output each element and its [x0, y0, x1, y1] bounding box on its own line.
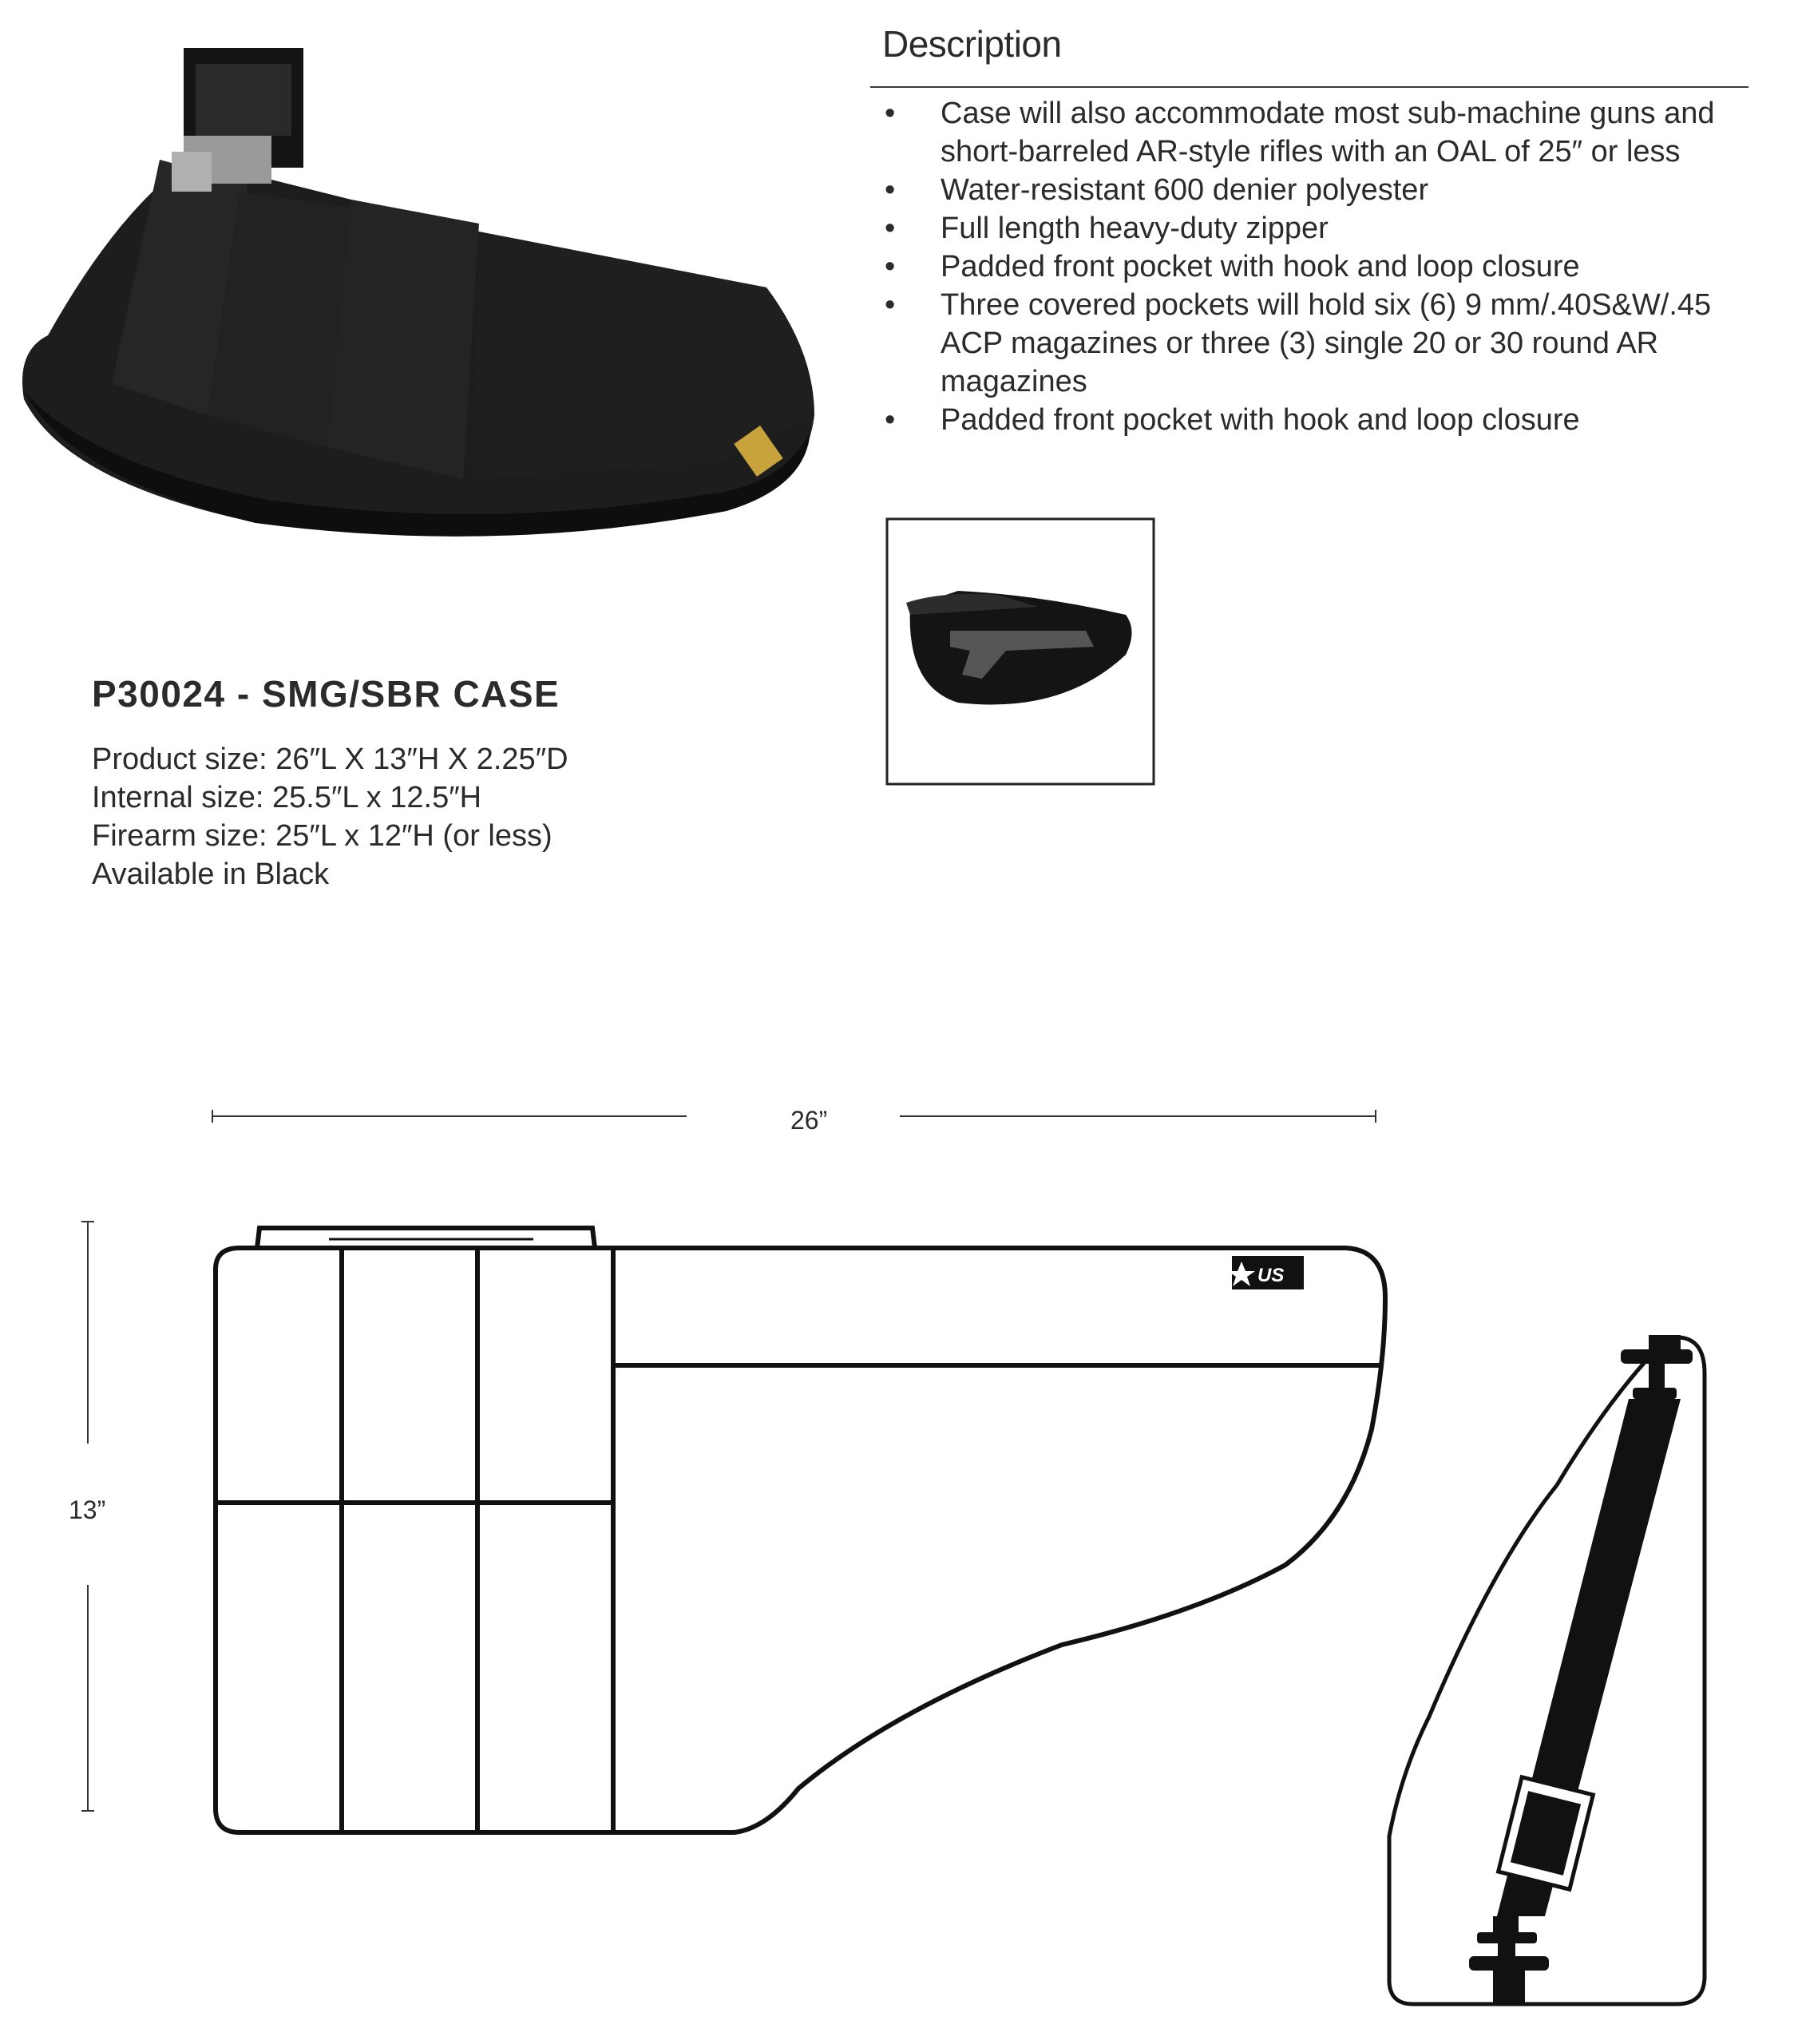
- description-item-text: Three covered pockets will hold six (6) 9 mm/.40S&W/.45 ACP magazines or three (3) single 20 or 30 round AR magazines: [941, 288, 1712, 398]
- spec-product-size: Product size: 26″L X 13″H X 2.25″D: [92, 743, 568, 776]
- spec-color: Available in Black: [92, 858, 330, 891]
- description-item-text: Padded front pocket with hook and loop closure: [941, 403, 1580, 437]
- case-logo-icon: [1228, 1256, 1304, 1289]
- bullet-icon: •: [885, 97, 896, 130]
- width-label: 26”: [790, 1106, 828, 1135]
- bullet-icon: •: [885, 403, 896, 437]
- description-heading: Description: [882, 23, 1062, 65]
- description-item-text: Case will also accommodate most sub-machine guns and short-barreled AR-style rifles with an OAL of 25″ or less: [941, 97, 1715, 168]
- spec-internal-size: Internal size: 25.5″L x 12.5″H: [92, 781, 482, 814]
- description-item-text: Water-resistant 600 denier polyester: [941, 173, 1429, 207]
- product-photo: [22, 48, 814, 537]
- bullet-icon: •: [885, 212, 896, 245]
- thumbnail-image[interactable]: [887, 519, 1154, 784]
- case-side-drawing: [1389, 1335, 1705, 2004]
- bullet-icon: •: [885, 288, 896, 322]
- product-title: P30024 - SMG/SBR CASE: [92, 673, 560, 715]
- description-item-text: Padded front pocket with hook and loop closure: [941, 250, 1580, 283]
- case-front-drawing: [216, 1228, 1385, 1832]
- bullet-icon: •: [885, 250, 896, 283]
- spec-firearm-size: Firearm size: 25″L x 12″H (or less): [92, 819, 552, 853]
- height-label: 13”: [69, 1495, 106, 1524]
- bullet-icon: •: [885, 173, 896, 207]
- description-item-text: Full length heavy-duty zipper: [941, 212, 1329, 245]
- case-logo-text: US: [1257, 1265, 1285, 1286]
